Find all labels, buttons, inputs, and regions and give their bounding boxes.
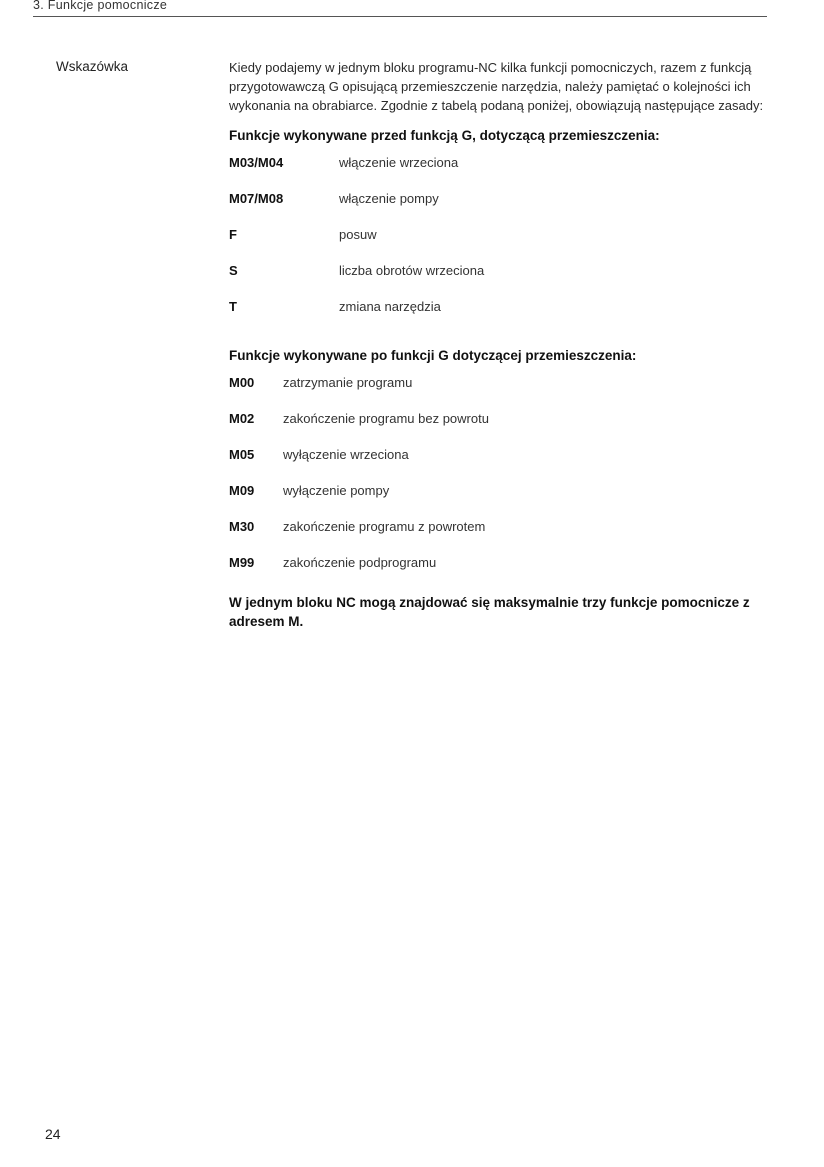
running-header: 3. Funkcje pomocnicze	[33, 0, 168, 12]
function-description: zakończenie programu bez powrotu	[283, 411, 489, 426]
function-description: posuw	[339, 227, 377, 242]
table-row	[229, 227, 769, 263]
function-code: M05	[229, 447, 255, 462]
function-code: M30	[229, 519, 255, 534]
table-row	[229, 483, 769, 519]
table-row	[229, 263, 769, 299]
function-description: włączenie pompy	[339, 191, 439, 206]
before-heading: Funkcje wykonywane przed funkcją G, dotyczącą przemieszczenia:	[229, 128, 660, 143]
header-rule	[33, 16, 767, 17]
function-code: M00	[229, 375, 255, 390]
side-label: Wskazówka	[56, 59, 129, 74]
function-code: M02	[229, 411, 255, 426]
table-row	[229, 411, 769, 447]
table-row	[229, 191, 769, 227]
table-row	[229, 375, 769, 411]
table-row	[229, 155, 769, 191]
function-code: S	[229, 263, 238, 278]
page-number: 24	[45, 1126, 61, 1142]
table-row	[229, 519, 769, 555]
table-row	[229, 447, 769, 483]
note-paragraph: W jednym bloku NC mogą znajdować się maksymalnie trzy funkcje pomocnicze z adresem M.	[229, 595, 750, 629]
table-row	[229, 555, 769, 591]
after-heading: Funkcje wykonywane po funkcji G dotyczącej przemieszczenia:	[229, 348, 637, 363]
function-description: zatrzymanie programu	[283, 375, 413, 390]
function-description: włączenie wrzeciona	[339, 155, 459, 170]
function-code: M99	[229, 555, 255, 570]
function-description: liczba obrotów wrzeciona	[339, 263, 485, 278]
function-code: F	[229, 227, 237, 242]
function-description: zakończenie programu z powrotem	[283, 519, 486, 534]
function-code: M07/M08	[229, 191, 284, 206]
after-functions-table	[229, 375, 769, 591]
function-code: T	[229, 299, 237, 314]
function-code: M03/M04	[229, 155, 284, 170]
function-description: zakończenie podprogramu	[283, 555, 437, 570]
function-description: wyłączenie wrzeciona	[283, 447, 409, 462]
function-description: wyłączenie pompy	[283, 483, 390, 498]
function-description: zmiana narzędzia	[339, 299, 441, 314]
intro-paragraph: Kiedy podajemy w jednym bloku programu-NC kilka funkcji pomocniczych, razem z funkcją przygotowawczą G opisującą przemieszczenie narzędzia, należy pamiętać o kolejności ich wykonania na obrabiarce. Zgodnie z tabelą podaną poniżej, obowiązują następujące zasady:	[229, 60, 764, 113]
table-row	[229, 299, 769, 335]
function-code: M09	[229, 483, 255, 498]
before-functions-table	[229, 155, 769, 335]
main-content	[229, 58, 769, 631]
